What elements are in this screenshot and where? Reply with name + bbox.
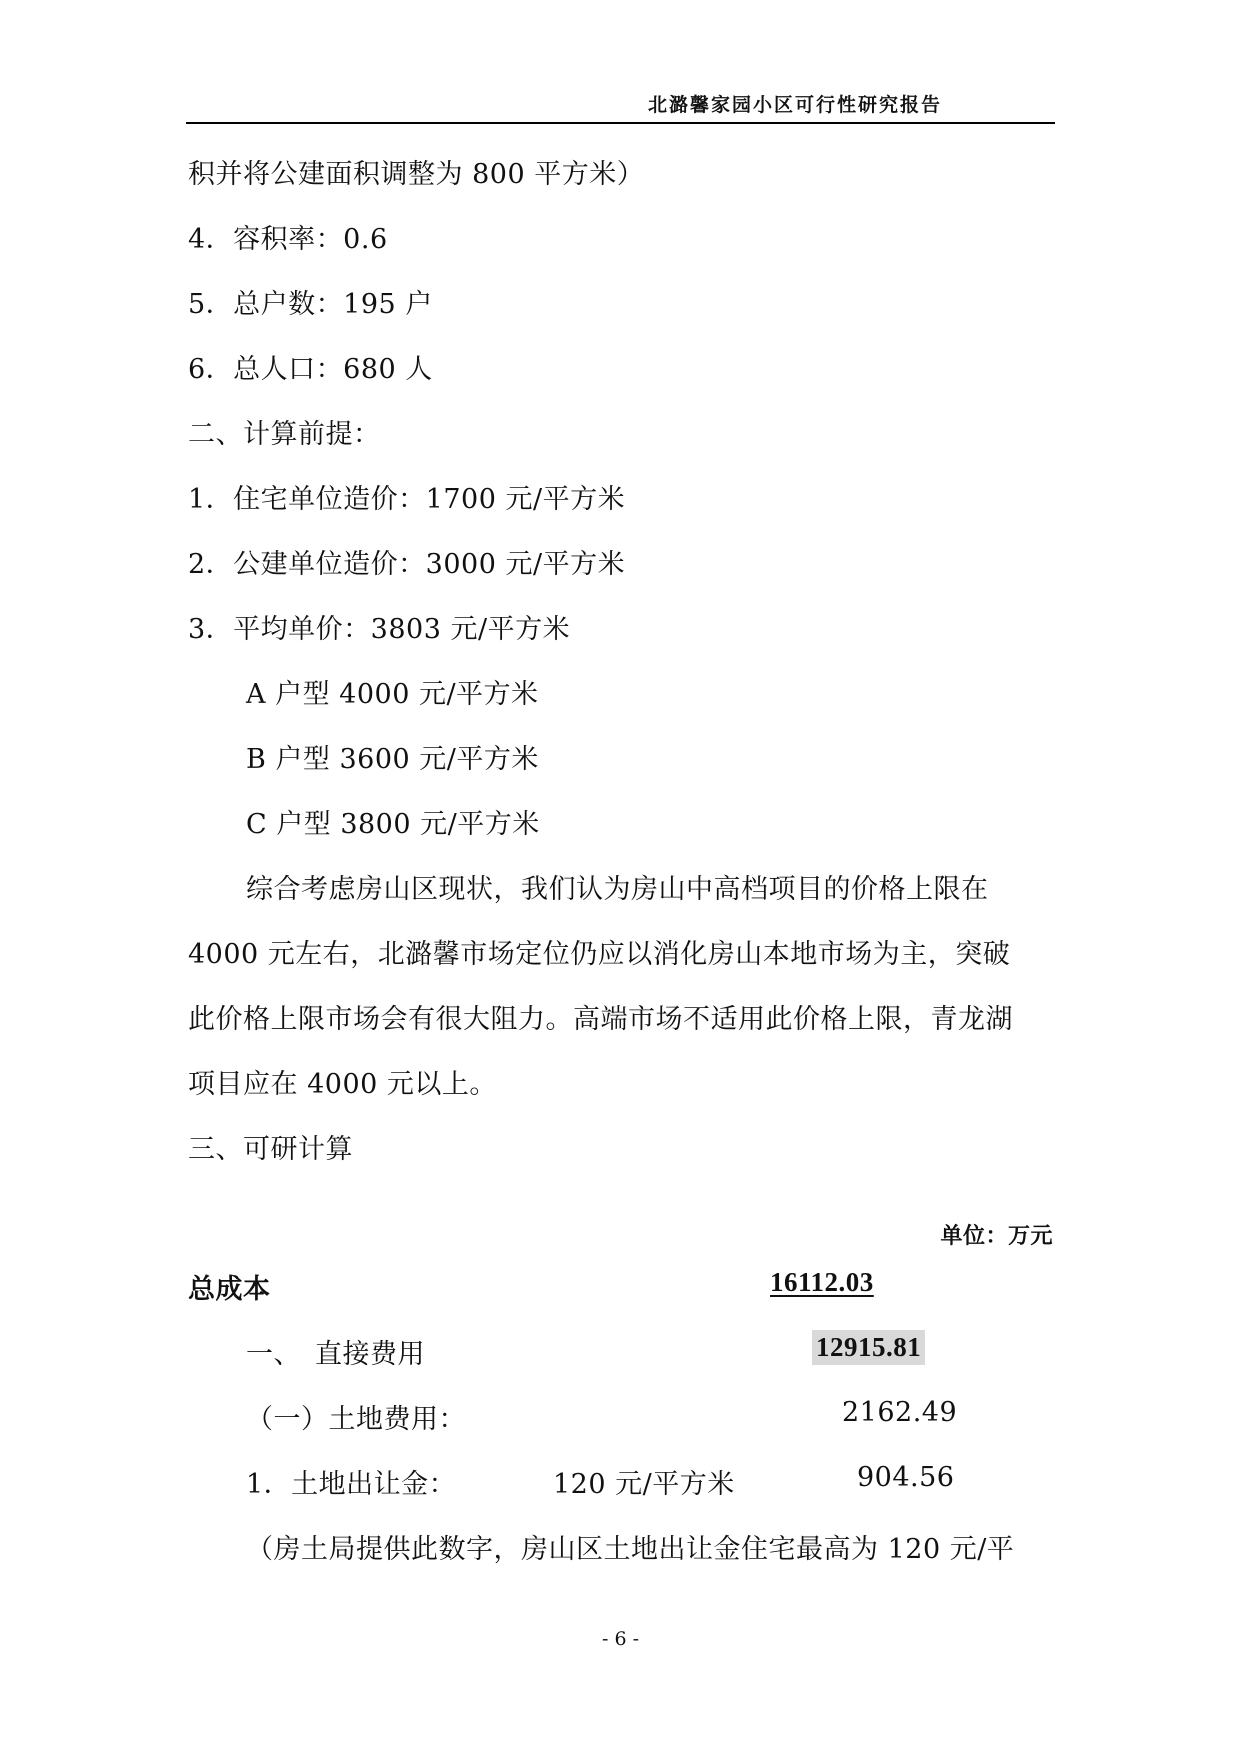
land-transfer-label: 1．土地出让金： [246, 1469, 457, 1500]
paragraph-line: 4000 元左右，北潞馨市场定位仍应以消化房山本地市场为主，突破 [188, 939, 1011, 970]
text-line: 1．住宅单位造价：1700 元/平方米 [188, 484, 626, 515]
text-line: 2．公建单位造价：3000 元/平方米 [188, 549, 626, 580]
text-line: 积并将公建面积调整为 800 平方米） [188, 159, 645, 190]
text-line: 3．平均单价：3803 元/平方米 [188, 614, 571, 645]
text-line: 4．容积率：0.6 [188, 224, 388, 255]
direct-cost-value: 12915.81 [812, 1330, 925, 1365]
direct-cost-label: 一、 直接费用 [246, 1339, 425, 1370]
total-cost-label: 总成本 [188, 1274, 271, 1304]
paragraph-line: 综合考虑房山区现状，我们认为房山中高档项目的价格上限在 [246, 874, 989, 905]
text-line: 5．总户数：195 户 [188, 289, 433, 320]
land-cost-label: （一）土地费用： [246, 1404, 466, 1435]
unit-label: 单位：万元 [940, 1224, 1053, 1249]
section-heading: 二、计算前提： [188, 419, 381, 450]
paragraph-line: 项目应在 4000 元以上。 [188, 1069, 497, 1100]
land-transfer-rate: 120 元/平方米 [553, 1469, 735, 1500]
header-divider [186, 122, 1055, 124]
header-title: 北潞馨家园小区可行性研究报告 [647, 94, 942, 116]
land-transfer-value: 904.56 [857, 1462, 955, 1493]
text-line: C 户型 3800 元/平方米 [246, 809, 540, 840]
total-cost-value: 16112.03 [770, 1267, 874, 1297]
text-line: 6．总人口：680 人 [188, 354, 433, 385]
land-cost-value: 2162.49 [842, 1397, 958, 1428]
text-line: B 户型 3600 元/平方米 [246, 744, 539, 775]
page-number: - 6 - [601, 1628, 639, 1650]
text-line: A 户型 4000 元/平方米 [246, 679, 539, 710]
note-line: （房土局提供此数字，房山区土地出让金住宅最高为 120 元/平 [246, 1534, 1015, 1565]
paragraph-line: 此价格上限市场会有很大阻力。高端市场不适用此价格上限，青龙湖 [188, 1004, 1013, 1035]
section-heading: 三、可研计算 [188, 1134, 353, 1165]
